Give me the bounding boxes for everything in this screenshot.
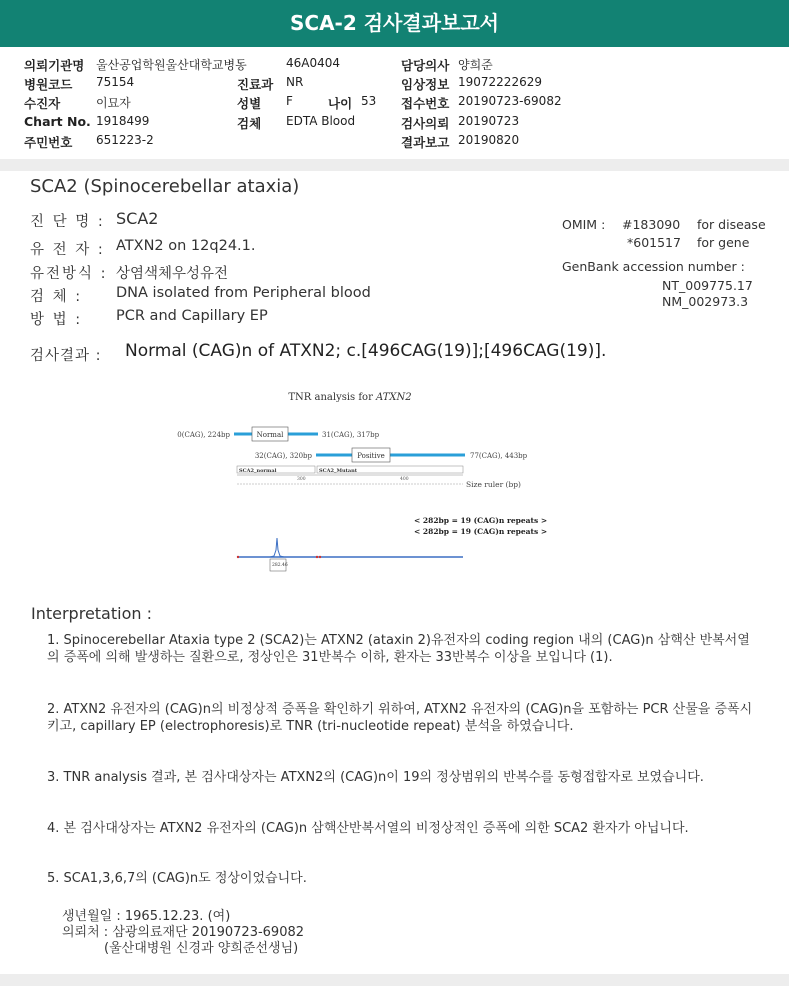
inheritance-value: 상염색체우성유전 — [116, 266, 229, 282]
clinical-info-value: 19072222629 — [458, 75, 542, 89]
positive-box-label: Positive — [357, 452, 385, 460]
gene-value: ATXN2 on 12q24.1. — [116, 238, 256, 254]
tick-400: 400 — [400, 477, 409, 482]
sample-label: 검 체 : — [30, 289, 83, 305]
normal-box-label: Normal — [256, 431, 284, 439]
bottom-band — [0, 974, 789, 986]
sex-label: 성별 — [237, 96, 262, 111]
requester: 의뢰처 : 삼광의료재단 20190723-69082 — [62, 925, 305, 940]
chart-label: Chart No. — [24, 114, 91, 129]
repeat-line-1: < 282bp = 19 (CAG)n repeats > — [414, 516, 548, 525]
bin-normal-label: SCA2_normal — [239, 468, 277, 474]
gene-label: 유 전 자 : — [30, 242, 105, 258]
hospital-code-label: 병원코드 — [24, 77, 73, 92]
size-ruler-label: Size ruler (bp) — [466, 480, 521, 489]
omim-disease-note: for disease — [697, 217, 766, 232]
marker-dot — [316, 556, 318, 558]
age-value: 53 — [361, 94, 377, 108]
patient-value: 이묘자 — [96, 96, 131, 110]
institution-code: 46A0404 — [286, 56, 341, 70]
patient-label: 수진자 — [24, 96, 61, 111]
marker-dot — [237, 556, 239, 558]
omim-gene-note: for gene — [697, 235, 750, 250]
divider-band — [0, 159, 789, 171]
peak-trace — [270, 538, 284, 557]
result-value: Normal (CAG)n of ATXN2; c.[496CAG(19)];[496CAG(19)]. — [125, 341, 607, 361]
institution-label: 의뢰기관명 — [24, 58, 85, 73]
bin-mutant-label: SCA2_Mutant — [319, 468, 358, 474]
chart-value: 1918499 — [96, 114, 150, 128]
omim-label: OMIM : — [562, 217, 606, 232]
method-label: 방 법 : — [30, 312, 83, 328]
tnr-figure — [0, 380, 789, 600]
birth-date: 생년월일 : 1965.12.23. (여) — [62, 909, 231, 924]
hospital-code-value: 75154 — [96, 75, 135, 89]
report-date-value: 20190820 — [458, 133, 520, 147]
receipt-value: 20190723-69082 — [458, 94, 562, 108]
omim-gene: *601517 — [627, 235, 681, 250]
interpretation-item-4: 4. 본 검사대상자는 ATXN2 유전자의 (CAG)n 삼핵산반복서열의 비정상적인 증폭에 의한 SCA2 환자가 아닙니다. — [47, 821, 689, 836]
specimen-label: 검체 — [237, 116, 262, 131]
genbank-nm: NM_002973.3 — [662, 294, 749, 309]
request-label: 검사의뢰 — [401, 116, 450, 131]
peak-label: 282.46 — [272, 563, 288, 568]
doctor-label: 담당의사 — [401, 58, 450, 73]
interpretation-title: Interpretation : — [31, 604, 152, 623]
positive-right-label: 77(CAG), 443bp — [470, 452, 528, 460]
interpretation-item-1: 1. Spinocerebellar Ataxia type 2 (SCA2)는 ATXN2 (ataxin 2)유전자의 coding region 내의 (CAG)n 삼핵산 반복서열의 증폭에 의해 발생하는 질환으로, 정상인은 31반복수 이하, 환자는 33반복수 이상을 보입니다 (1). — [47, 633, 750, 665]
marker-dot — [319, 556, 321, 558]
clinical-info-label: 임상정보 — [401, 77, 450, 92]
receipt-label: 접수번호 — [401, 96, 450, 111]
genbank-label: GenBank accession number : — [562, 259, 745, 274]
doctor-value: 양희준 — [458, 58, 493, 72]
sample-value: DNA isolated from Peripheral blood — [116, 285, 371, 301]
sex-value: F — [286, 94, 293, 108]
interpretation-item-3: 3. TNR analysis 결과, 본 검사대상자는 ATXN2의 (CAG)n이 19의 정상범위의 반복수를 동형접합자로 보였습니다. — [47, 770, 704, 785]
specimen-value: EDTA Blood — [286, 114, 356, 128]
method-value: PCR and Capillary EP — [116, 308, 268, 324]
report-date-label: 결과보고 — [401, 135, 450, 150]
normal-right-label: 31(CAG), 317bp — [322, 431, 380, 439]
tick-300: 300 — [297, 477, 306, 482]
age-label: 나이 — [328, 96, 353, 111]
id-label: 주민번호 — [24, 135, 73, 150]
inheritance-label: 유전방식 : — [30, 266, 108, 282]
section-title: SCA2 (Spinocerebellar ataxia) — [30, 176, 300, 197]
interpretation-item-5: 5. SCA1,3,6,7의 (CAG)n도 정상이었습니다. — [47, 871, 307, 886]
omim-disease: #183090 — [622, 217, 681, 232]
repeat-line-2: < 282bp = 19 (CAG)n repeats > — [414, 527, 548, 536]
diagnosis-value: SCA2 — [116, 209, 159, 228]
report-header — [0, 0, 789, 47]
id-value: 651223-2 — [96, 133, 154, 147]
department-label: 진료과 — [237, 77, 274, 92]
requester-note: (울산대병원 신경과 양희준선생님) — [104, 941, 299, 956]
genbank-nt: NT_009775.17 — [662, 278, 753, 293]
request-value: 20190723 — [458, 114, 520, 128]
report-title: SCA-2 검사결과보고서 — [290, 11, 499, 35]
diagnosis-label: 진 단 명 : — [30, 214, 105, 230]
figure-title: TNR analysis for ATXN2 — [288, 392, 412, 403]
interpretation-item-2: 2. ATXN2 유전자의 (CAG)n의 비정상적 증폭을 확인하기 위하여, ATXN2 유전자의 (CAG)n을 포함하는 PCR 산물을 증폭시키고, capillary EP (electrophoresis)로 TNR (tri-nucleotide repeat) 분석을 하였습니다. — [47, 702, 753, 734]
normal-left-label: 0(CAG), 224bp — [177, 431, 230, 439]
positive-left-label: 32(CAG), 320bp — [254, 452, 312, 460]
result-label: 검사결과 : — [30, 348, 102, 364]
department-value: NR — [286, 75, 304, 89]
institution-value: 울산공업학원울산대학교병동 — [96, 58, 247, 72]
patient-info-panel — [0, 47, 789, 159]
